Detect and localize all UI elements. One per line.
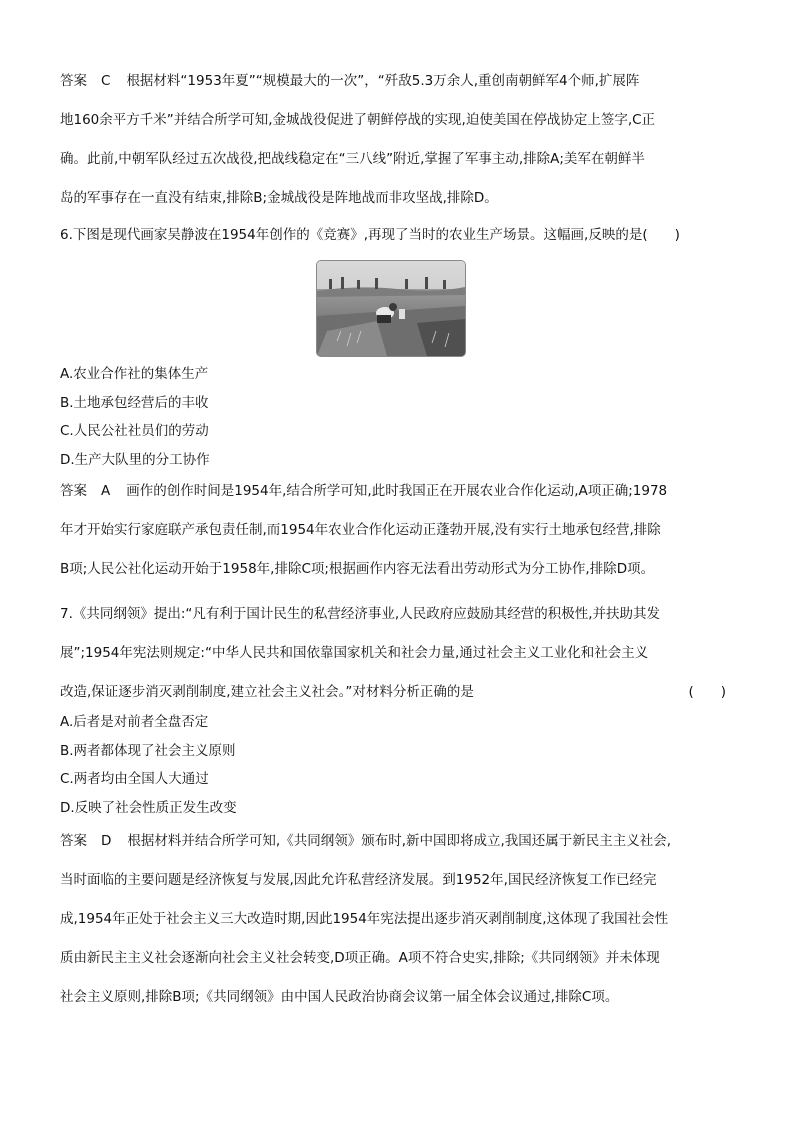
answer-key: C [101,73,111,89]
option-a: A.农业合作社的集体生产 [60,366,209,382]
painting-image [316,260,466,357]
question-stem-line: 改造,保证逐步消灭剥削制度,建立社会主义社会。”对材料分析正确的是 ( ) [60,673,726,712]
question-6-options [60,360,726,474]
option-d: D.反映了社会性质正发生改变 [60,799,237,816]
question-7-options [60,708,726,822]
question-stem-line: 展”;1954年宪法则规定:“中华人民共和国依靠国家机关和社会力量,通过社会主义工业化和社会主义 [60,645,649,661]
answer-line: B项;人民公社化运动开始于1958年,排除C项;根据画作内容无法看出劳动形式为分工协作,排除D项。 [60,561,655,577]
answer-paren: ( ) [642,227,680,243]
answer-label: 答案 [60,73,87,89]
answer-line: 岛的军事存在一直没有结束,排除B;金城战役是阵地战而非攻坚战,排除D。 [60,190,498,206]
answer-line: 答案 C 根据材料“1953年夏”“规模最大的一次”，“歼敌5.3万余人,重创南朝鲜军4个师,扩展阵 [60,73,640,89]
answer-line: 质由新民主主义社会逐渐向社会主义社会转变,D项正确。A项不符合史实,排除;《共同纲领》并未体现 [60,950,660,966]
answer-line: 社会主义原则,排除B项;《共同纲领》由中国人民政治协商会议第一届全体会议通过,排除C项。 [60,989,619,1005]
question-stem: 6.下图是现代画家吴静波在1954年创作的《竞赛》,再现了当时的农业生产场景。这幅画,反映的是( ) [60,227,680,243]
option-d: D.生产大队里的分工协作 [60,451,210,468]
answer-line: 答案 A 画作的创作时间是1954年,结合所学可知,此时我国正在开展农业合作化运动,A项正确;1978 [60,483,668,499]
question-7 [60,595,726,712]
answer-paren: ( ) [688,684,726,700]
option-c: C.人民公社社员们的劳动 [60,423,209,439]
question-6 [60,222,726,249]
farm-scene-illustration [317,261,465,356]
answer-line: 答案 D 根据材料并结合所学可知,《共同纲领》颁布时,新中国即将成立,我国还属于新民主主义社会, [60,833,672,849]
answer-block-7 [60,822,726,1017]
answer-line: 年才开始实行家庭联产承包责任制,而1954年农业合作化运动正蓬勃开展,没有实行土地承包经营,排除 [60,522,661,538]
answer-line: 当时面临的主要问题是经济恢复与发展,因此允许私营经济发展。到1952年,国民经济恢复工作已经完 [60,872,657,888]
answer-label: 答案 [60,483,87,499]
option-a: A.后者是对前者全盘否定 [60,714,209,730]
answer-line: 确。此前,中朝军队经过五次战役,把战线稳定在“三八线”附近,掌握了军事主动,排除A;美军在朝鲜半 [60,151,645,167]
answer-block-6 [60,472,726,589]
question-stem-line: 7.《共同纲领》提出:“凡有利于国计民生的私营经济事业,人民政府应鼓励其经营的积极性,并扶助其发 [60,606,661,622]
answer-key: A [101,483,111,499]
answer-line: 地160余平方千米”并结合所学可知,金城战役促进了朝鲜停战的实现,迫使美国在停战协定上签字,C正 [60,112,656,128]
option-c: C.两者均由全国人大通过 [60,771,209,787]
answer-line: 成,1954年正处于社会主义三大改造时期,因此1954年宪法提出逐步消灭剥削制度,这体现了我国社会性 [60,911,669,927]
answer-label: 答案 [60,833,87,849]
answer-block-5 [60,62,726,218]
answer-key: D [101,833,112,849]
option-b: B.土地承包经营后的丰收 [60,394,209,411]
option-b: B.两者都体现了社会主义原则 [60,742,236,759]
